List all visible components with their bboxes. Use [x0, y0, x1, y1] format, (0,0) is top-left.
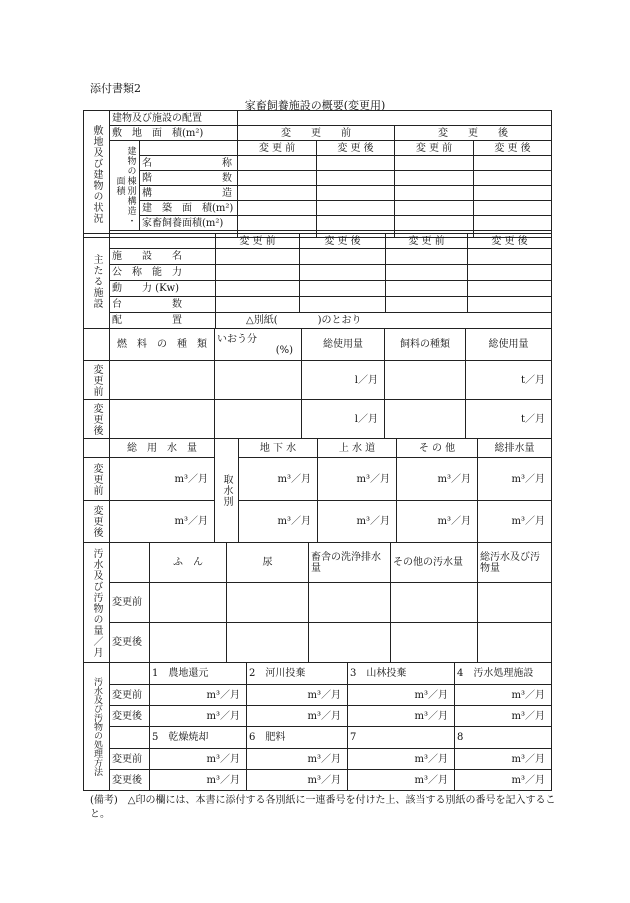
section-label-treatment: 汚水及び汚物の処理方法	[84, 663, 110, 791]
placement-text: △別紙( )のとおり	[216, 313, 552, 329]
unit-cell[interactable]: m³／月	[397, 501, 478, 543]
unit-cell[interactable]: m³／月	[150, 770, 247, 791]
unit-cell[interactable]: m³／月	[150, 685, 247, 706]
input-cell[interactable]	[395, 201, 474, 216]
input-cell[interactable]	[391, 583, 478, 623]
sub-header: 変 更 後	[474, 141, 552, 156]
method-header: 4 汚水処理施設	[455, 663, 552, 685]
input-cell[interactable]	[238, 171, 317, 186]
input-cell[interactable]	[468, 297, 552, 313]
input-cell[interactable]	[395, 171, 474, 186]
waterworks-header: 上 水 道	[318, 439, 397, 458]
main-facilities-table	[83, 233, 552, 329]
input-cell[interactable]	[227, 583, 309, 623]
row-label: 台 数	[110, 297, 216, 313]
row-label-after: 変更後	[110, 706, 150, 727]
treatment-method-table	[83, 662, 552, 791]
sub-header: 変 更 前	[395, 141, 474, 156]
input-cell[interactable]	[300, 281, 386, 297]
other-wastewater-header: その他の汚水量	[391, 543, 478, 583]
method-header: 7	[348, 727, 455, 749]
unit-cell[interactable]: m³／月	[110, 458, 215, 501]
blank-cell	[84, 439, 110, 458]
input-cell[interactable]	[309, 623, 391, 663]
area-after-header: 変 更 後	[395, 126, 552, 141]
unit-cell[interactable]: m³／月	[247, 770, 348, 791]
blank-cell	[110, 543, 150, 583]
section-label-wastewater: 汚水及び汚物の量／月	[84, 543, 110, 663]
input-cell[interactable]	[474, 171, 552, 186]
wastewater-amount-table	[83, 542, 552, 663]
input-cell[interactable]	[468, 281, 552, 297]
input-cell[interactable]	[468, 249, 552, 265]
total-water-header: 総 用 水 量	[110, 439, 215, 458]
input-cell[interactable]	[216, 281, 300, 297]
input-cell[interactable]	[215, 400, 302, 439]
unit-cell[interactable]: m³／月	[397, 458, 478, 501]
input-cell[interactable]	[317, 171, 395, 186]
row-label: 建 築 面 積(m²)	[140, 201, 238, 216]
unit-cell[interactable]: m³／月	[348, 685, 455, 706]
input-cell[interactable]	[474, 201, 552, 216]
unit-cell[interactable]: m³／月	[247, 685, 348, 706]
input-cell[interactable]	[300, 265, 386, 281]
section-label-site: 敷地及び建物の状況	[84, 111, 110, 238]
unit-cell[interactable]: m³／月	[239, 501, 318, 543]
row-label-before: 変更前	[110, 685, 150, 706]
unit-cell[interactable]: m³／月	[150, 706, 247, 727]
area-label: 敷 地 面 積(m²)	[110, 126, 238, 141]
unit-cell[interactable]: m³／月	[455, 685, 552, 706]
input-cell[interactable]	[215, 361, 302, 400]
water-usage-table	[83, 438, 552, 543]
input-cell[interactable]	[238, 216, 317, 231]
total-drain-header: 総排水量	[478, 439, 552, 458]
row-label: 動 力 (Kw)	[110, 281, 216, 297]
input-cell[interactable]	[216, 297, 300, 313]
input-cell[interactable]	[386, 249, 468, 265]
groundwater-header: 地 下 水	[239, 439, 318, 458]
input-cell[interactable]	[238, 156, 317, 171]
input-cell[interactable]	[110, 361, 215, 400]
row-label-after: 変更後	[84, 400, 110, 439]
document-label: 添付書類2	[90, 82, 141, 95]
urine-header: 尿	[227, 543, 309, 583]
layout-label: 建物及び施設の配置	[110, 111, 238, 126]
sub-header: 変 更 前	[238, 141, 317, 156]
fuel-unit[interactable]: l／月	[302, 400, 385, 439]
row-label-before: 変更前	[84, 458, 110, 501]
unit-cell[interactable]: m³／月	[478, 501, 552, 543]
method-header: 2 河川投棄	[247, 663, 348, 685]
input-cell[interactable]	[395, 186, 474, 201]
feed-type-header: 飼料の種類	[385, 329, 466, 361]
input-cell[interactable]	[395, 156, 474, 171]
row-label: 名 称	[140, 156, 238, 171]
input-cell[interactable]	[238, 186, 317, 201]
input-cell[interactable]	[238, 201, 317, 216]
sulfur-header	[215, 329, 302, 361]
input-cell[interactable]	[110, 400, 215, 439]
method-header: 3 山林投棄	[348, 663, 455, 685]
col-header: 変 更 後	[468, 234, 552, 249]
row-label: 階 数	[140, 171, 238, 186]
other-header: そ の 他	[397, 439, 478, 458]
input-cell[interactable]	[150, 583, 227, 623]
col-header: 変 更 前	[386, 234, 468, 249]
input-cell[interactable]	[386, 265, 468, 281]
fuel-unit[interactable]: l／月	[302, 361, 385, 400]
unit-cell[interactable]: m³／月	[247, 706, 348, 727]
feed-unit[interactable]: t／月	[466, 400, 552, 439]
fuel-feed-table	[83, 328, 552, 439]
row-label: 配 置	[110, 313, 216, 329]
row-label-after: 変更後	[110, 770, 150, 791]
unit-cell[interactable]: m³／月	[150, 749, 247, 770]
unit-cell[interactable]: m³／月	[348, 706, 455, 727]
input-cell[interactable]	[391, 623, 478, 663]
sulfur-unit: (%)	[275, 344, 293, 356]
input-cell[interactable]	[227, 623, 309, 663]
row-label-before: 変更前	[110, 583, 150, 623]
input-cell[interactable]	[468, 265, 552, 281]
row-label: 公 称 能 力	[110, 265, 216, 281]
row-label-before: 変更前	[110, 749, 150, 770]
input-cell[interactable]	[317, 186, 395, 201]
unit-cell[interactable]: m³／月	[455, 749, 552, 770]
sub-header: 変 更 後	[317, 141, 395, 156]
input-cell[interactable]	[386, 281, 468, 297]
site-building-table	[83, 110, 552, 238]
sulfur-header-label: いおう分	[217, 333, 257, 345]
blank-cell	[110, 234, 216, 249]
row-label: 構 造	[140, 186, 238, 201]
page-title: 家畜飼養施設の概要(変更用)	[244, 99, 386, 112]
unit-cell[interactable]: m³／月	[110, 501, 215, 543]
input-cell[interactable]	[309, 583, 391, 623]
col-header: 変 更 前	[216, 234, 300, 249]
unit-cell[interactable]: m³／月	[455, 770, 552, 791]
input-cell[interactable]	[317, 216, 395, 231]
total-wastewater-header: 総汚水及び汚物量	[478, 543, 552, 583]
remarks-note: (備考) △印の欄には、本書に添付する各別紙に一連番号を付けた上、該当する別紙の番号を記入すること。	[90, 795, 556, 820]
input-cell[interactable]	[474, 156, 552, 171]
input-cell[interactable]	[395, 216, 474, 231]
unit-cell[interactable]: m³／月	[478, 458, 552, 501]
input-cell[interactable]	[478, 623, 552, 663]
intake-label: 取水別	[215, 439, 239, 543]
blank-cell	[84, 329, 110, 361]
unit-cell[interactable]: m³／月	[348, 749, 455, 770]
row-label-after: 変更後	[84, 501, 110, 543]
layout-value[interactable]	[238, 111, 552, 126]
input-cell[interactable]	[385, 400, 466, 439]
input-cell[interactable]	[386, 297, 468, 313]
unit-cell[interactable]: m³／月	[348, 770, 455, 791]
blank-cell	[140, 141, 238, 156]
input-cell[interactable]	[478, 583, 552, 623]
input-cell[interactable]	[216, 265, 300, 281]
row-label: 施 設 名	[110, 249, 216, 265]
row-label: 家畜飼養面積(m²)	[140, 216, 238, 231]
building-label: 建物の棟別構造・面積	[110, 141, 140, 231]
unit-cell[interactable]: m³／月	[239, 458, 318, 501]
feces-header: ふ ん	[150, 543, 227, 583]
unit-cell[interactable]: m³／月	[455, 706, 552, 727]
method-header: 1 農地還元	[150, 663, 247, 685]
unit-cell[interactable]: m³／月	[247, 749, 348, 770]
section-label-facilities: 主たる施設	[84, 234, 110, 329]
input-cell[interactable]	[385, 361, 466, 400]
fuel-type-header: 燃 料 の 種 類	[110, 329, 215, 361]
input-cell[interactable]	[216, 249, 300, 265]
input-cell[interactable]	[150, 623, 227, 663]
barn-wash-header: 畜舎の洗浄排水量	[309, 543, 391, 583]
fuel-total-header: 総使用量	[302, 329, 385, 361]
input-cell[interactable]	[300, 249, 386, 265]
area-before-header: 変 更 前	[238, 126, 395, 141]
row-label-before: 変更前	[84, 361, 110, 400]
method-header: 5 乾燥焼却	[150, 727, 247, 749]
input-cell[interactable]	[300, 297, 386, 313]
input-cell[interactable]	[474, 186, 552, 201]
input-cell[interactable]	[317, 156, 395, 171]
unit-cell[interactable]: m³／月	[318, 501, 397, 543]
feed-total-header: 総使用量	[466, 329, 552, 361]
input-cell[interactable]	[474, 216, 552, 231]
feed-unit[interactable]: t／月	[466, 361, 552, 400]
method-header: 8	[455, 727, 552, 749]
row-label-after: 変更後	[110, 623, 150, 663]
method-header: 6 肥料	[247, 727, 348, 749]
col-header: 変 更 後	[300, 234, 386, 249]
blank-cell	[110, 663, 150, 685]
input-cell[interactable]	[317, 201, 395, 216]
blank-cell	[110, 727, 150, 749]
unit-cell[interactable]: m³／月	[318, 458, 397, 501]
